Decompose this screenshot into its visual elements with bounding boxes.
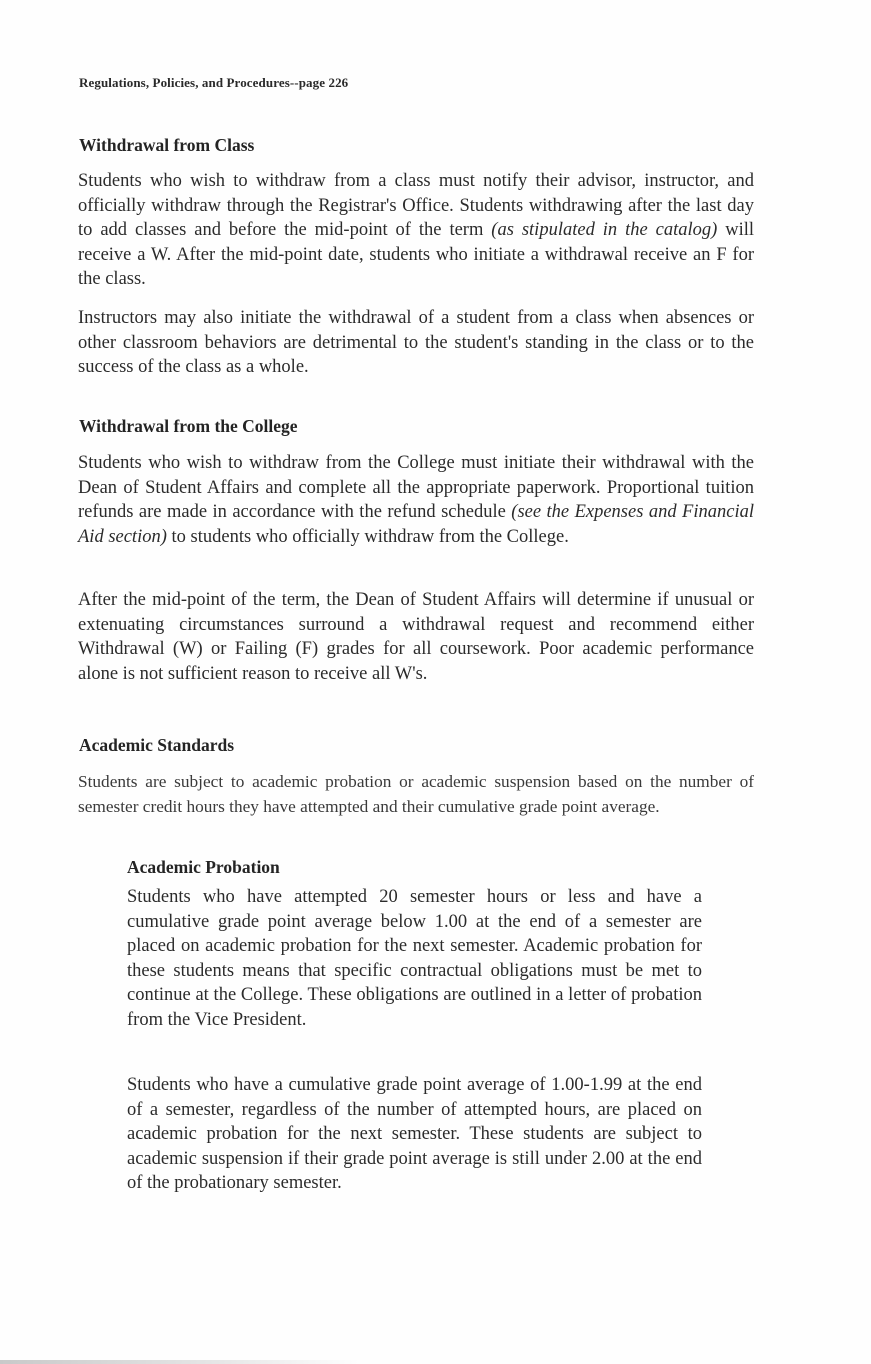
heading-withdrawal-from-class: Withdrawal from Class: [79, 135, 255, 155]
running-head: Regulations, Policies, and Procedures--page 226: [79, 75, 349, 90]
withdrawal-college-paragraph-2: After the mid-point of the term, the Dean of Student Affairs will determine if unusual or extenuating circumstances surround a withdrawal request and recommend either Withdrawal (W) or Failing (F) grades for all coursework. Poor academic performance alone is not sufficient reason to receive all W's.: [78, 590, 754, 684]
heading-withdrawal-from-college: Withdrawal from the College: [79, 416, 298, 436]
academic-probation-paragraph-1: Students who have attempted 20 semester hours or less and have a cumulative grade point average below 1.00 at the end of a semester are placed on academic probation for the next semester. Academic probation for these students means that specific contractual obligations must be met to continue at the College. These obligations are outlined in a letter of probation from the Vice President.: [127, 887, 702, 1030]
withdrawal-class-paragraph-1: [78, 169, 754, 292]
academic-probation-paragraph-2: Students who have a cumulative grade point average of 1.00-1.99 at the end of a semester, regardless of the number of attempted hours, are placed on academic probation for the next semester. These students are subject to academic suspension if their grade point average is still under 2.00 at the end of the probationary semester.: [127, 1075, 702, 1193]
heading-academic-probation: Academic Probation: [127, 857, 280, 877]
withdrawal-college-p1-italic: (see the Expenses and Financial Aid section): [78, 502, 754, 547]
withdrawal-college-p1-end: to students who officially withdraw from the College.: [166, 526, 569, 547]
withdrawal-college-p1-start: Students who wish to withdraw from the College must initiate their withdrawal with the Dean of Student Affairs and complete all the appropriate paperwork. Proportional tuition refunds are made in accordance with the refund schedule: [78, 453, 754, 522]
withdrawal-class-paragraph-2: Instructors may also initiate the withdrawal of a student from a class when absences or other classroom behaviors are detrimental to the student's standing in the class or to the success of the class as a whole.: [78, 308, 754, 377]
heading-academic-standards: Academic Standards: [79, 735, 235, 755]
withdrawal-college-paragraph-1: [78, 451, 754, 549]
withdrawal-class-p1-italic: (as stipulated in the catalog): [491, 220, 718, 240]
withdrawal-class-p1-end: will receive a W. After the mid-point date, students who initiate a withdrawal receive an F for the class.: [78, 220, 754, 289]
scan-edge-shadow: [0, 1360, 360, 1364]
withdrawal-class-p1-start: Students who wish to withdraw from a class must notify their advisor, instructor, and officially withdraw through the Registrar's Office. Students withdrawing after the last day to add classes and before the mid-point of the term: [78, 171, 754, 240]
academic-standards-intro: Students are subject to academic probation or academic suspension based on the number of semester credit hours they have attempted and their cumulative grade point average.: [78, 772, 754, 816]
